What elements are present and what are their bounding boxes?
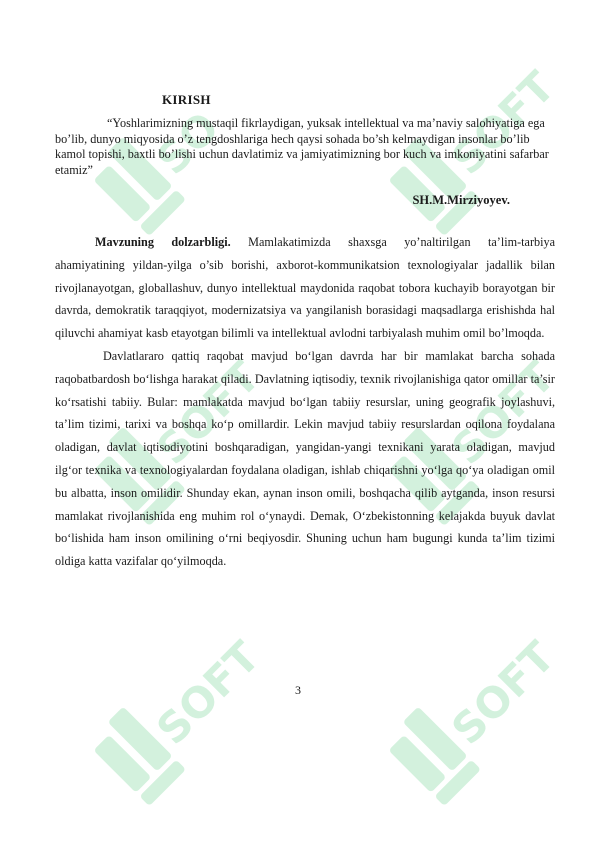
page-title: KIRISH xyxy=(162,92,211,107)
paragraph xyxy=(55,345,555,573)
epigraph-author: SH.M.Mirziyoyev. xyxy=(412,193,510,207)
svg-text:SOFT: SOFT xyxy=(147,352,270,474)
svg-text:SOFT: SOFT xyxy=(147,632,270,754)
svg-text:SO: SO xyxy=(147,102,229,184)
paragraph-text: Mamlakatimizda shaxsga yo’naltirilgan ta’lim-tarbiya ahamiyatining yildan-yilga o’sib borishi, axborot-kommunikatsion texnologiyalar jadallik bilan rivojlanayotgan, globallashuv, dunyo intellektual maydonida raqobat tobora kuchayib borayotgan bir davrda, demokratik taraqqiyot, modernizatsiya va yangilanish borasidagi maqsadlarga erishishda hal qiluvchi ahamiyat kasb etayotgan bilimli va intellektual avlodni tarbiyalash muhim omil bo’lmoqda. xyxy=(55,235,556,341)
svg-text:SOFT: SOFT xyxy=(442,632,565,754)
epigraph-text: “Yoshlarimizning mustaqil fikrlaydigan, yuksak intellektual va ma’naviy salohiyatiga ega bo’lib, dunyo miqyosida o’z tengdoshlariga hech qaysi sohada bo’sh kelmaydigan insonlar bo’lib kamol topishi, baxtli bo’lishi uchun davlatimiz va jamiyatimizning bor kuch va imkoniyatini safarbar etamiz” xyxy=(55,116,549,177)
page-number: 3 xyxy=(295,683,301,697)
svg-text:SOFT: SOFT xyxy=(442,62,565,184)
watermark-logo xyxy=(75,630,270,800)
watermark-logo xyxy=(370,630,565,800)
paragraph xyxy=(55,231,555,345)
paragraph-lead: Mavzuning dolzarbligi. xyxy=(95,235,231,249)
paragraph-text: Davlatlararo qattiq raqobat mavjud bo‘lgan davrda har bir mamlakat barcha sohada raqobatbardosh bo‘lishga harakat qiladi. Davlatning iqtisodiy, texnik rivojlanishiga qator omillar ta’sir ko‘rsatishi tabiiy. Bular: mamlakatda mavjud bo‘lgan tabiiy resurslar, uning geografik joylashuvi, ta’lim tizimi, tarixi va boshqa ko‘p omillardir. Lekin mavjud tabiiy resurslardan oqilona foydalana oladigan, davlat iqtisodiyotini boshqaradigan, yangidan-yangi texnikani yarata oladigan, mavjud ilg‘or texnika va texnologiyalardan foydalana oladigan, ishlab chiqarishni yo‘lga qo‘ya oladigan omil bu albatta, inson omilidir. Shunday ekan, aynan inson omili, boshqacha qilib aytganda, inson resursi mamlakat rivojlanishida eng muhim rol o‘ynaydi. Demak, O‘zbekistonning kelajakda buyuk davlat bo‘lishida ham inson omilining o‘rni beqiyosdir. Shuning uchun ham bugungi kunda ta’lim tizimi oldiga katta vazifalar qo‘yilmoqda. xyxy=(55,348,555,569)
document-body xyxy=(55,231,555,573)
epigraph-quote xyxy=(55,116,555,178)
svg-text:SOFT: SOFT xyxy=(442,352,565,474)
